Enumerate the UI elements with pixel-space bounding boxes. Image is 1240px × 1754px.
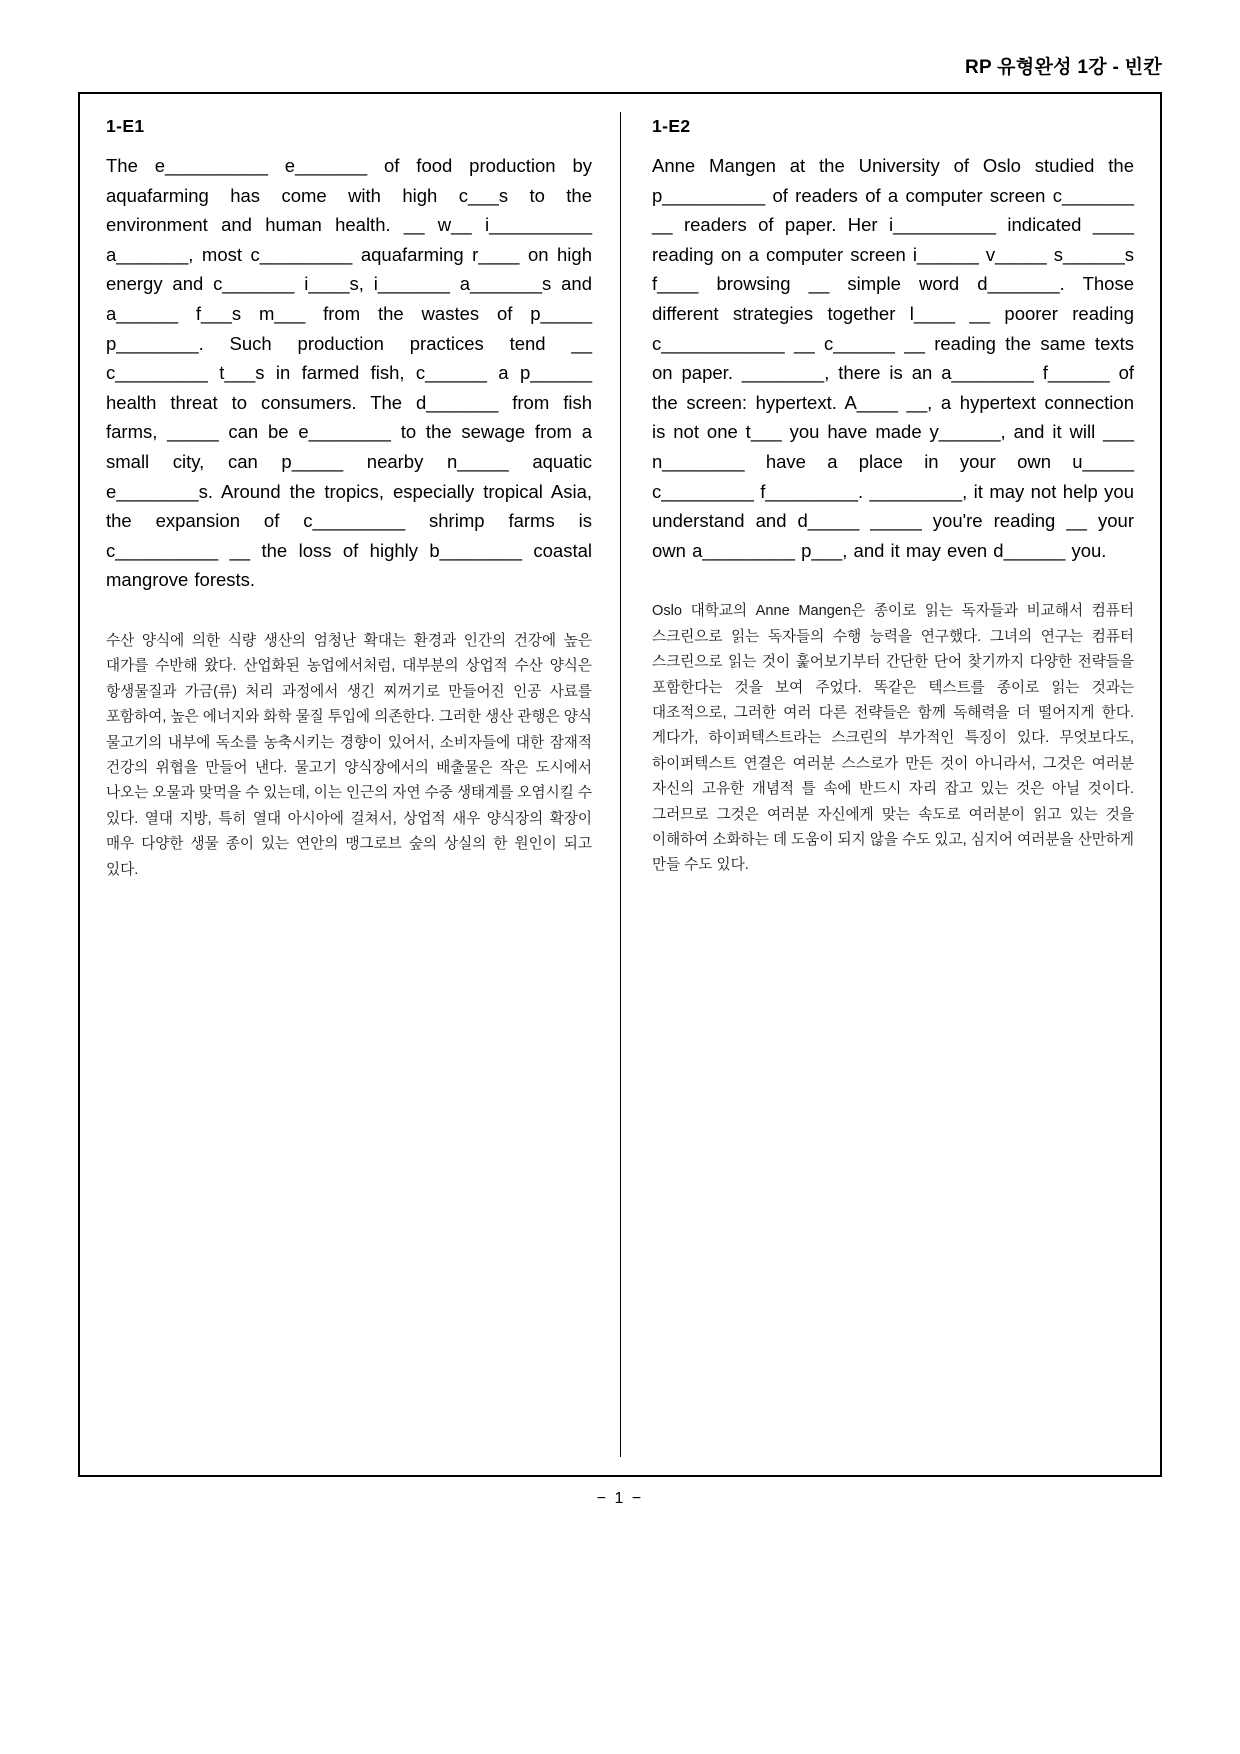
page-number: − 1 −	[596, 1490, 644, 1507]
translation-1e1: 수산 양식에 의한 식량 생산의 엄청난 확대는 환경과 인간의 건강에 높은 대가를 수반해 왔다. 산업화된 농업에서처럼, 대부분의 상업적 수산 양식은 항생물질과 가금(류) 처리 과정에서 생긴 찌꺼기로 만들어진 인공 사료를 포함하여, 높은 에너지와 화학 물질 투입에 의존한다. 그러한 생산 관행은 양식 물고기의 내부에 독소를 농축시키는 경향이 있어서, 소비자들에 대한 잠재적 건강의 위협을 만들어 낸다. 물고기 양식장에서의 배출물은 작은 도시에서 나오는 오물과 맞먹을 수 있는데, 이는 인근의 자연 수중 생태계를 오염시킬 수 있다. 열대 지방, 특히 열대 아시아에 걸쳐서, 상업적 새우 양식장의 확장이 매우 다양한 생물 종이 있는 연안의 맹그로브 숲의 상실의 한 원인이 되고 있다.	[106, 632, 592, 878]
column-left	[80, 94, 620, 1475]
column-right	[620, 94, 1160, 1475]
problem-label-1e1: 1-E1	[106, 116, 145, 136]
column-divider	[620, 112, 621, 1457]
translation-1e2: Oslo 대학교의 Anne Mangen은 종이로 읽는 독자들과 비교해서 컴퓨터 스크린으로 읽는 독자들의 수행 능력을 연구했다. 그녀의 연구는 컴퓨터 스크린으로 읽는 것이 훑어보기부터 간단한 단어 찾기까지 다양한 전략들을 포함한다는 것을 보여 주었다. 똑같은 텍스트를 종이로 읽는 것과는 대조적으로, 그러한 여러 다른 전략들은 함께 독해력을 더 떨어지게 한다. 게다가, 하이퍼텍스트라는 스크린의 부가적인 특징이 있다. 무엇보다도, 하이퍼텍스트 연결은 여러분 스스로가 만든 것이 아니라서, 그것은 여러분 자신의 고유한 개념적 틀 속에 반드시 자리 잡고 있는 것은 아닐 것이다. 그러므로 그것은 여러분 자신에게 맞는 속도로 여러분이 읽고 있는 것을 이해하여 소화하는 데 도움이 되지 않을 수도 있고, 심지어 여러분을 산만하게 만들 수도 있다.	[652, 603, 1134, 874]
problem-label-1e2: 1-E2	[652, 116, 691, 136]
cloze-passage-1e2: Anne Mangen at the University of Oslo studied the p__________ of readers of a computer screen c_______ __ readers of paper. Her i__________ indicated ____ reading on a computer screen i______ v_____ s______s f____ browsing __ simple word d_______. Those different strategies together l____ __ poorer reading c____________ __ c______ __ reading the same texts on paper. ________, there is an a________ f______ of the screen: hypertext. A____ __, a hypertext connection is not one t___ you have made y______, and it will ___ n________ have a place in your own u_____ c_________ f_________. _________, it may not help you understand and d_____ _____ you're reading __ your own a_________ p___, and it may even d______ you.	[652, 155, 1134, 561]
cloze-passage-1e1: The e__________ e_______ of food production by aquafarming has come with high c___s to the environment and human health. __ w__ i__________ a_______, most c_________ aquafarming r____ on high energy and c_______ i____s, i_______ a_______s and a______ f___s m___ from the wastes of p_____ p________. Such production practices tend __ c_________ t___s in farmed fish, c______ a p______ health threat to consumers. The d_______ from fish farms, _____ can be e________ to the sewage from a small city, can p_____ nearby n_____ aquatic e________s. Around the tropics, especially tropical Asia, the expansion of c_________ shrimp farms is c__________ __ the loss of highly b________ coastal mangrove forests.	[106, 155, 592, 591]
two-column-layout	[80, 94, 1160, 1475]
content-frame	[78, 92, 1162, 1477]
page-title: RP 유형완성 1강 - 빈칸	[964, 57, 1162, 78]
